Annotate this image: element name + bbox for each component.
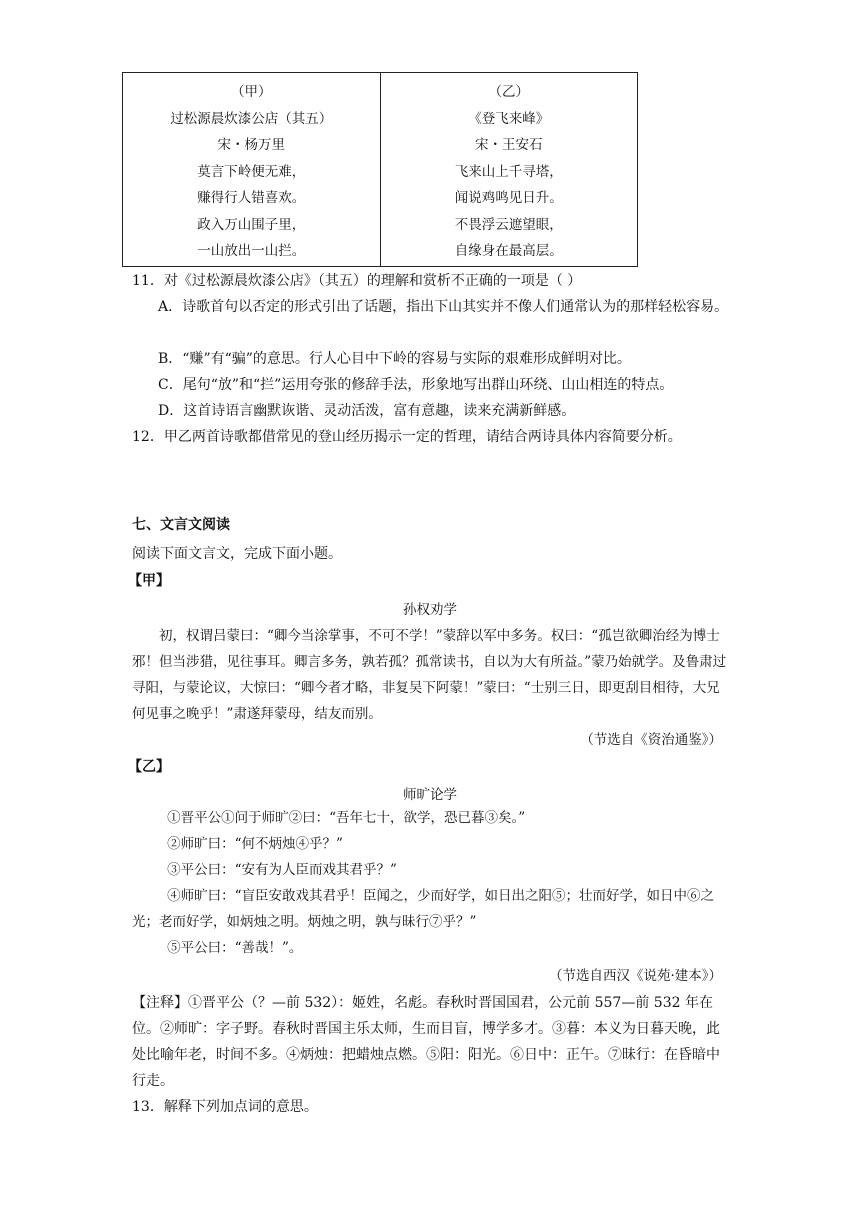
yi-line: ①晋平公①问于师旷②曰：“吾年七十，欲学，恐已暮③矣。” <box>167 810 526 826</box>
yi-line: ⑤平公曰：“善哉！”。 <box>167 940 303 956</box>
poem-header: （乙） <box>488 84 529 100</box>
jia-source: （节选自《资治通鉴》） <box>580 732 722 748</box>
poem-line: 一山放出一山拦。 <box>197 243 306 259</box>
section-title: 七、文言文阅读 <box>132 517 230 533</box>
poem-line: 赚得行人错喜欢。 <box>197 190 306 206</box>
jia-label: 【甲】 <box>128 573 170 589</box>
poem-line: 不畏浮云遮望眼， <box>454 216 563 233</box>
poem-title: 过松源晨炊漆公店（其五） <box>170 110 333 127</box>
question-13: 13．解释下列加点词的意思。 <box>132 1099 318 1115</box>
poem-line: 飞来山上千寻塔， <box>454 163 563 180</box>
poem-header: （甲） <box>231 84 272 100</box>
annotations: 【注释】①晋平公（？—前 532）：姬姓，名彪。春秋时晋国国君，公元前 557—前 532 年在位。②师旷：字子野。春秋时晋国主乐太师，生而目盲，博学多才。③暮：本义为日暮天晚，此处比喻年老，时间不多。④炳烛：把蜡烛点燃。⑤阳：阳光。⑥日中：正午。⑦昧行：在昏暗中行走。 <box>132 995 720 1089</box>
poem-title: 《登飞来峰》 <box>468 110 550 127</box>
jia-text: 初，权谓吕蒙曰：“卿今当涂掌事，不可不学！”蒙辞以军中多务。权曰：“孤岂欲卿治经为博士邪！但当涉猎，见往事耳。卿言多务，孰若孤？孤常读书，自以为大有所益。”蒙乃始就学。及鲁肃过寻阳，与蒙论议，大惊曰：“卿今者才略，非复吴下阿蒙！”蒙曰：“士别三日，即更刮目相待，大兄何见事之晚乎！”肃遂拜蒙母，结友而别。 <box>132 628 727 722</box>
question-11-stem: 11．对《过松源晨炊漆公店》（其五）的理解和赏析不正确的一项是（ ） <box>132 273 582 289</box>
poem-author: 宋・杨万里 <box>217 137 285 153</box>
poem-yi <box>380 73 638 266</box>
poem-line: 莫言下岭便无难， <box>197 163 306 180</box>
poem-author: 宋・王安石 <box>475 137 543 153</box>
yi-line: ②师旷曰：“何不炳烛④乎？” <box>167 836 343 852</box>
question-11-option-d: D．这首诗语言幽默诙谐、灵动活泼，富有意趣，读来充满新鲜感。 <box>158 403 576 419</box>
yi-title: 师旷论学 <box>403 787 457 803</box>
section-intro: 阅读下面文言文，完成下面小题。 <box>132 546 342 562</box>
question-12: 12．甲乙两首诗歌都借常见的登山经历揭示一定的哲理，请结合两诗具体内容简要分析。 <box>132 429 682 445</box>
yi-label: 【乙】 <box>128 759 170 775</box>
yi-line: ③平公曰：“安有为人臣而戏其君乎？” <box>167 862 397 878</box>
yi-line: ④师旷曰：“盲臣安敢戏其君乎！臣闻之，少而好学，如日出之阳⑤；壮而好学，如日中⑥之光；老而好学，如炳烛之明。炳烛之明，孰与昧行⑦乎？” <box>132 888 714 930</box>
poem-line: 闻说鸡鸣见日升。 <box>454 190 563 206</box>
poem-line: 自缘身在最高层。 <box>454 243 563 259</box>
poem-line: 政入万山围子里， <box>197 216 306 233</box>
question-11-option-a: A．诗歌首句以否定的形式引出了话题，指出下山其实并不像人们通常认为的那样轻松容易。 <box>158 299 729 315</box>
poem-jia <box>123 73 380 266</box>
jia-title: 孙权劝学 <box>403 602 457 618</box>
question-11-option-c: C．尾句“放”和“拦”运用夸张的修辞手法，形象地写出群山环绕、山山相连的特点。 <box>158 377 674 393</box>
poem-comparison-table <box>122 72 638 267</box>
yi-source: （节选自西汉《说苑·建本》） <box>548 968 722 984</box>
question-11-option-b: B．“赚”有“骗”的意思。行人心目中下岭的容易与实际的艰难形成鲜明对比。 <box>158 351 631 367</box>
